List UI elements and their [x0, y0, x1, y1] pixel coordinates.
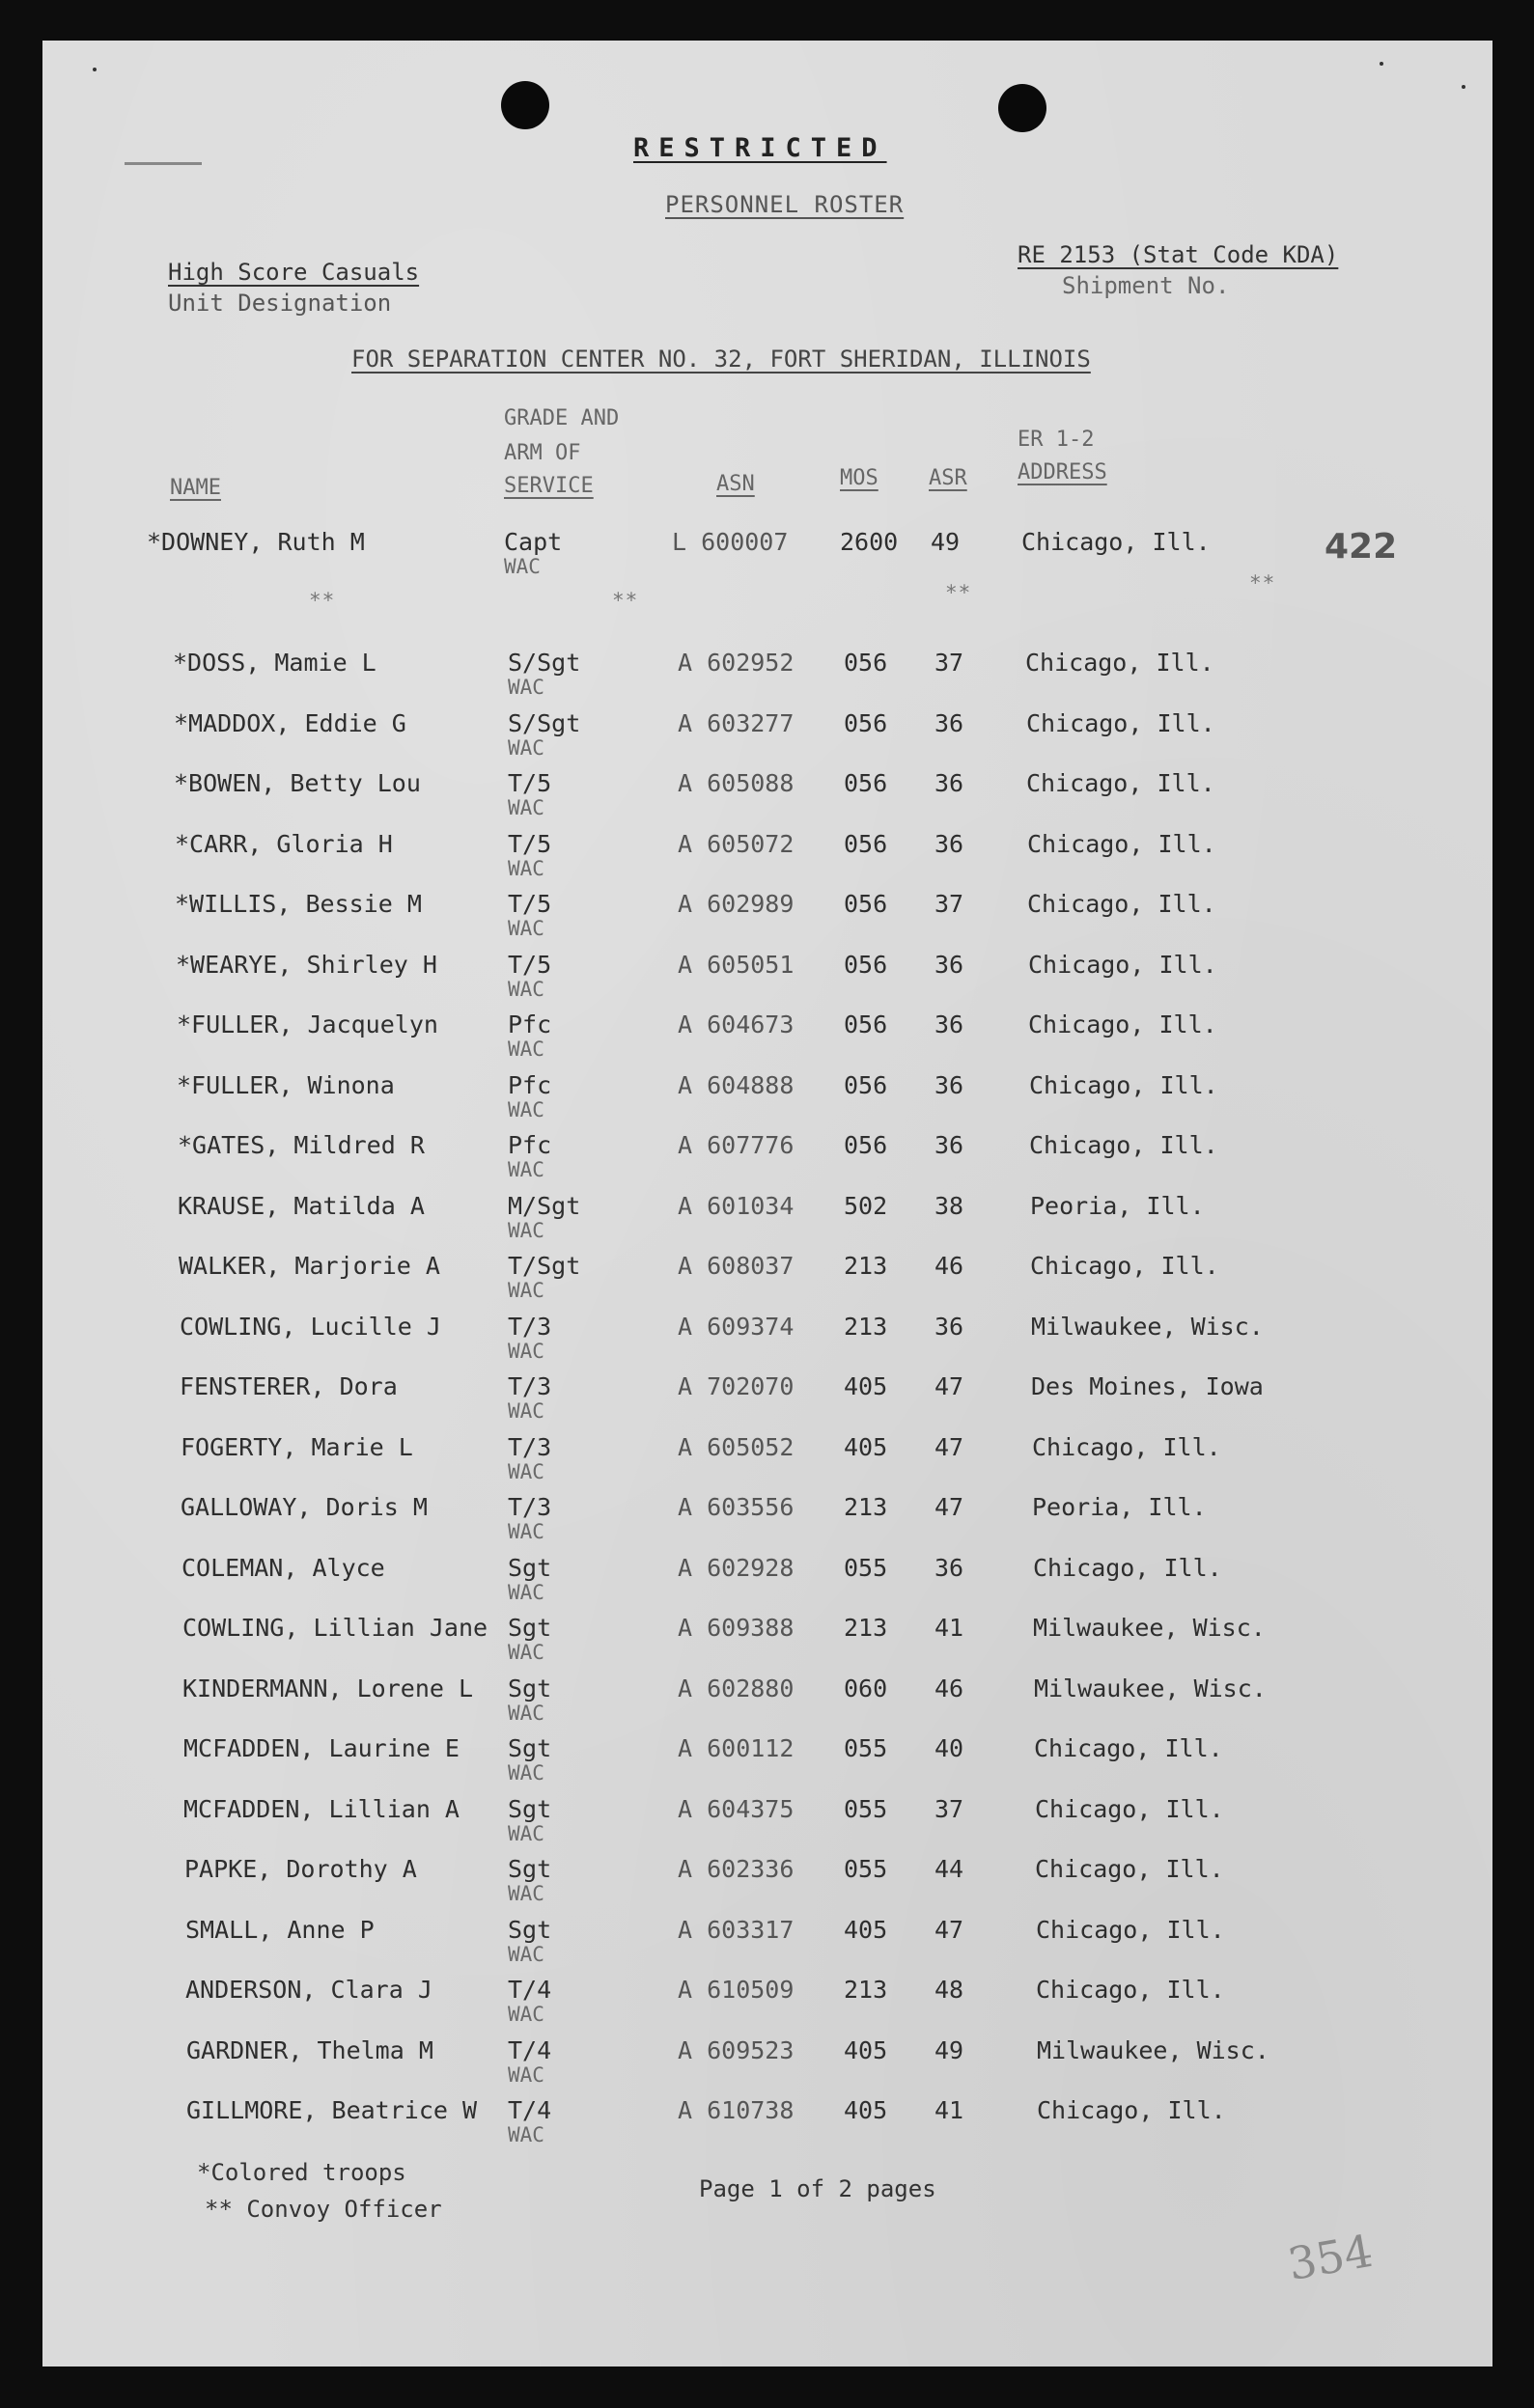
roster-asr: 36: [934, 1010, 964, 1038]
roster-mos: 213: [844, 1312, 888, 1341]
speck: [1462, 85, 1465, 89]
roster-address: Chicago, Ill.: [1026, 769, 1215, 797]
table-row: [42, 1976, 1492, 2026]
roster-asn: A 600112: [678, 1734, 795, 1762]
convoy-officer-mark: **: [309, 589, 336, 612]
roster-grade: Sgt: [508, 1674, 552, 1702]
roster-asn: A 602989: [678, 890, 795, 918]
roster-grade: T/5: [508, 769, 552, 797]
table-row: [42, 1131, 1492, 1181]
roster-asr: 36: [934, 1131, 964, 1159]
table-row: [42, 1855, 1492, 1905]
roster-arm: WAC: [508, 856, 544, 880]
roster-address: Peoria, Ill.: [1030, 1191, 1205, 1220]
roster-name: *FULLER, Winona: [177, 1070, 395, 1099]
roster-grade: T/4: [508, 2035, 552, 2064]
roster-address: Chicago, Ill.: [1026, 708, 1215, 737]
table-row: [42, 1614, 1492, 1664]
roster-address: Peoria, Ill.: [1032, 1493, 1207, 1521]
roster-asr: 38: [934, 1191, 964, 1220]
roster-grade: T/5: [508, 950, 552, 979]
officer-arm: WAC: [504, 555, 541, 578]
officer-asr: 49: [931, 528, 961, 556]
roster-mos: 056: [844, 1010, 888, 1038]
roster-asr: 36: [934, 829, 964, 858]
roster-asn: A 609523: [678, 2035, 795, 2064]
roster-name: *WEARYE, Shirley H: [176, 950, 437, 979]
convoy-officer-mark: **: [945, 581, 972, 604]
roster-asn: A 609374: [678, 1312, 795, 1341]
roster-asr: 36: [934, 1553, 964, 1582]
table-row: [42, 829, 1492, 880]
roster-grade: Sgt: [508, 1855, 552, 1883]
table-row: [42, 1553, 1492, 1604]
roster-mos: 502: [844, 1191, 888, 1220]
roster-asn: A 605052: [678, 1432, 795, 1461]
table-row: [42, 950, 1492, 1001]
table-row: [42, 1493, 1492, 1543]
roster-arm: WAC: [508, 2123, 544, 2146]
roster-arm: WAC: [508, 2062, 544, 2087]
roster-grade: T/4: [508, 1976, 552, 2004]
roster-arm: WAC: [508, 1821, 544, 1845]
handwritten-number: 354: [1283, 2224, 1377, 2291]
roster-name: COWLING, Lucille J: [180, 1312, 441, 1341]
page-stamp: 422: [1325, 527, 1398, 567]
table-row: [42, 2035, 1492, 2087]
roster-asn: A 609388: [678, 1614, 795, 1642]
officer-asn: L 600007: [672, 528, 789, 556]
roster-mos: 213: [844, 1614, 888, 1642]
roster-address: Chicago, Ill.: [1028, 1010, 1217, 1038]
table-row: [42, 1794, 1492, 1845]
roster-address: Milwaukee, Wisc.: [1034, 1674, 1267, 1702]
roster-mos: 405: [844, 1432, 888, 1461]
roster-address: Chicago, Ill.: [1036, 1976, 1225, 2004]
roster-arm: WAC: [508, 1942, 544, 1966]
roster-asr: 44: [934, 1855, 964, 1883]
roster-grade: S/Sgt: [508, 649, 581, 677]
roster-arm: WAC: [508, 977, 544, 1001]
roster-address: Chicago, Ill.: [1037, 2096, 1226, 2124]
roster-asr: 37: [934, 649, 964, 677]
roster-address: Milwaukee, Wisc.: [1031, 1312, 1264, 1341]
col-address-header-2: ADDRESS: [1018, 460, 1107, 484]
table-row: [42, 1674, 1492, 1725]
table-row: [42, 1070, 1492, 1121]
roster-arm: WAC: [508, 1279, 544, 1302]
smudge: [125, 162, 202, 165]
roster-asn: A 610509: [678, 1976, 795, 2004]
roster-asr: 36: [934, 708, 964, 737]
roster-address: Chicago, Ill.: [1029, 1070, 1218, 1099]
shipment-number-value: RE 2153 (Stat Code KDA): [1018, 241, 1339, 268]
roster-arm: WAC: [508, 1520, 544, 1543]
roster-mos: 055: [844, 1855, 888, 1883]
roster-address: Chicago, Ill.: [1033, 1553, 1222, 1582]
roster-asn: A 605088: [678, 769, 795, 797]
roster-asr: 47: [934, 1372, 964, 1400]
roster-arm: WAC: [508, 676, 544, 699]
roster-address: Chicago, Ill.: [1035, 1855, 1224, 1883]
roster-name: KRAUSE, Matilda A: [178, 1191, 425, 1220]
roster-arm: WAC: [508, 796, 544, 819]
roster-asn: A 604375: [678, 1794, 795, 1823]
roster-address: Chicago, Ill.: [1035, 1794, 1224, 1823]
roster-grade: T/3: [508, 1312, 552, 1341]
roster-name: COLEMAN, Alyce: [181, 1553, 385, 1582]
roster-grade: T/Sgt: [508, 1252, 581, 1280]
roster-name: MCFADDEN, Laurine E: [183, 1734, 460, 1762]
roster-asn: A 604673: [678, 1010, 795, 1038]
roster-asn: A 608037: [678, 1252, 795, 1280]
roster-arm: WAC: [508, 1097, 544, 1121]
roster-grade: Pfc: [508, 1070, 552, 1099]
roster-mos: 055: [844, 1553, 888, 1582]
roster-mos: 056: [844, 1070, 888, 1099]
col-asn-header: ASN: [716, 472, 755, 496]
roster-grade: Sgt: [508, 1794, 552, 1823]
roster-asn: A 602952: [678, 649, 795, 677]
table-row: [42, 1734, 1492, 1785]
officer-grade: Capt: [504, 528, 563, 556]
roster-address: Des Moines, Iowa: [1031, 1372, 1264, 1400]
destination-line: FOR SEPARATION CENTER NO. 32, FORT SHERIDAN, ILLINOIS: [351, 346, 1091, 373]
roster-name: GALLOWAY, Doris M: [181, 1493, 428, 1521]
roster-name: SMALL, Anne P: [185, 1915, 375, 1944]
roster-asr: 47: [934, 1432, 964, 1461]
roster-asr: 41: [934, 1614, 964, 1642]
roster-mos: 405: [844, 2035, 888, 2064]
roster-grade: S/Sgt: [508, 708, 581, 737]
roster-mos: 405: [844, 1915, 888, 1944]
roster-name: FOGERTY, Marie L: [181, 1432, 413, 1461]
roster-mos: 056: [844, 829, 888, 858]
roster-mos: 213: [844, 1976, 888, 2004]
roster-arm: WAC: [508, 1339, 544, 1363]
roster-name: FENSTERER, Dora: [180, 1372, 398, 1400]
roster-asr: 36: [934, 950, 964, 979]
roster-asr: 37: [934, 1794, 964, 1823]
roster-name: *FULLER, Jacquelyn: [177, 1010, 438, 1038]
roster-grade: T/3: [508, 1372, 552, 1400]
table-row: [42, 1432, 1492, 1483]
roster-mos: 056: [844, 769, 888, 797]
footnote-colored-troops: *Colored troops: [197, 2159, 406, 2186]
roster-arm: WAC: [508, 1882, 544, 1905]
roster-asr: 47: [934, 1493, 964, 1521]
table-row: [42, 1252, 1492, 1302]
roster-arm: WAC: [508, 1399, 544, 1423]
col-grade-header-2: ARM OF: [504, 441, 581, 465]
speck: [1380, 62, 1383, 66]
roster-mos: 060: [844, 1674, 888, 1702]
roster-arm: WAC: [508, 1158, 544, 1181]
roster-arm: WAC: [508, 1641, 544, 1664]
col-address-header-1: ER 1-2: [1018, 428, 1095, 452]
convoy-officer-mark: **: [1249, 571, 1276, 595]
table-row: [42, 769, 1492, 819]
roster-name: MCFADDEN, Lillian A: [183, 1794, 460, 1823]
roster-name: ANDERSON, Clara J: [185, 1976, 432, 2004]
roster-asn: A 603317: [678, 1915, 795, 1944]
roster-asn: A 605072: [678, 829, 795, 858]
speck: [93, 68, 97, 71]
roster-name: *WILLIS, Bessie M: [175, 890, 422, 918]
roster-asn: A 603277: [678, 708, 795, 737]
roster-asr: 37: [934, 890, 964, 918]
roster-mos: 056: [844, 649, 888, 677]
roster-mos: 056: [844, 890, 888, 918]
roster-asr: 48: [934, 1976, 964, 2004]
roster-address: Milwaukee, Wisc.: [1033, 1614, 1266, 1642]
col-grade-header-3: SERVICE: [504, 474, 594, 498]
col-asr-header: ASR: [929, 466, 967, 490]
roster-asn: A 607776: [678, 1131, 795, 1159]
roster-name: *CARR, Gloria H: [175, 829, 393, 858]
unit-designation-value: High Score Casuals: [168, 259, 420, 286]
roster-address: Chicago, Ill.: [1029, 1131, 1218, 1159]
classification-header: RESTRICTED: [633, 133, 887, 163]
roster-mos: 055: [844, 1794, 888, 1823]
roster-asn: A 601034: [678, 1191, 795, 1220]
roster-name: COWLING, Lillian Jane: [182, 1614, 488, 1642]
roster-asr: 46: [934, 1252, 964, 1280]
roster-grade: Sgt: [508, 1553, 552, 1582]
roster-address: Chicago, Ill.: [1032, 1432, 1221, 1461]
roster-arm: WAC: [508, 1580, 544, 1604]
roster-asr: 49: [934, 2035, 964, 2064]
roster-grade: Sgt: [508, 1734, 552, 1762]
roster-asr: 36: [934, 1070, 964, 1099]
pagination: Page 1 of 2 pages: [699, 2175, 936, 2202]
officer-address: Chicago, Ill.: [1021, 528, 1211, 556]
convoy-officer-mark: **: [612, 589, 639, 612]
roster-address: Chicago, Ill.: [1030, 1252, 1219, 1280]
roster-address: Chicago, Ill.: [1027, 890, 1216, 918]
roster-address: Chicago, Ill.: [1028, 950, 1217, 979]
roster-mos: 056: [844, 708, 888, 737]
roster-name: WALKER, Marjorie A: [179, 1252, 440, 1280]
roster-grade: T/5: [508, 829, 552, 858]
document-page: [42, 41, 1492, 2366]
roster-asn: A 603556: [678, 1493, 795, 1521]
roster-asn: A 610738: [678, 2096, 795, 2124]
table-row: [42, 890, 1492, 940]
roster-arm: WAC: [508, 735, 544, 760]
roster-asr: 41: [934, 2096, 964, 2124]
roster-name: *BOWEN, Betty Lou: [174, 769, 421, 797]
roster-address: Chicago, Ill.: [1036, 1915, 1225, 1944]
roster-asr: 46: [934, 1674, 964, 1702]
roster-arm: WAC: [508, 1761, 544, 1785]
punch-hole-right: [998, 84, 1046, 132]
footnote-convoy-officer: ** Convoy Officer: [205, 2196, 442, 2223]
roster-asn: A 602928: [678, 1553, 795, 1582]
roster-asn: A 602336: [678, 1855, 795, 1883]
roster-asn: A 605051: [678, 950, 795, 979]
roster-name: GARDNER, Thelma M: [186, 2035, 433, 2064]
roster-grade: T/4: [508, 2096, 552, 2124]
officer-mos: 2600: [840, 528, 899, 556]
table-row: [42, 1372, 1492, 1423]
roster-arm: WAC: [508, 1701, 544, 1725]
col-grade-header-1: GRADE AND: [504, 406, 620, 430]
roster-name: KINDERMANN, Lorene L: [182, 1674, 474, 1702]
roster-grade: T/3: [508, 1432, 552, 1461]
roster-name: *GATES, Mildred R: [178, 1131, 425, 1159]
unit-designation-label: Unit Designation: [168, 290, 392, 317]
roster-mos: 055: [844, 1734, 888, 1762]
roster-arm: WAC: [508, 2003, 544, 2026]
roster-grade: Sgt: [508, 1915, 552, 1944]
roster-asr: 40: [934, 1734, 964, 1762]
roster-mos: 213: [844, 1252, 888, 1280]
roster-address: Chicago, Ill.: [1025, 649, 1214, 677]
table-row: [42, 649, 1492, 699]
roster-asr: 47: [934, 1915, 964, 1944]
roster-mos: 405: [844, 1372, 888, 1400]
officer-name: *DOWNEY, Ruth M: [147, 528, 365, 556]
roster-arm: WAC: [508, 1038, 544, 1061]
col-name-header: NAME: [170, 476, 221, 500]
roster-mos: 056: [844, 950, 888, 979]
roster-asn: A 604888: [678, 1070, 795, 1099]
roster-address: Milwaukee, Wisc.: [1037, 2035, 1269, 2064]
table-row: [42, 708, 1492, 760]
roster-asr: 36: [934, 769, 964, 797]
table-row: [42, 2096, 1492, 2146]
roster-address: Chicago, Ill.: [1027, 829, 1216, 858]
roster-mos: 405: [844, 2096, 888, 2124]
roster-name: PAPKE, Dorothy A: [184, 1855, 417, 1883]
roster-name: GILLMORE, Beatrice W: [186, 2096, 478, 2124]
roster-arm: WAC: [508, 1218, 544, 1242]
roster-asn: A 702070: [678, 1372, 795, 1400]
roster-name: *DOSS, Mamie L: [173, 649, 377, 677]
roster-arm: WAC: [508, 917, 544, 940]
roster-arm: WAC: [508, 1459, 544, 1483]
roster-mos: 056: [844, 1131, 888, 1159]
roster-grade: T/3: [508, 1493, 552, 1521]
roster-mos: 213: [844, 1493, 888, 1521]
col-mos-header: MOS: [840, 466, 879, 490]
shipment-number-label: Shipment No.: [1062, 272, 1230, 299]
roster-grade: Pfc: [508, 1010, 552, 1038]
roster-grade: T/5: [508, 890, 552, 918]
roster-asn: A 602880: [678, 1674, 795, 1702]
table-row: [42, 1010, 1492, 1061]
roster-grade: Pfc: [508, 1131, 552, 1159]
roster-address: Chicago, Ill.: [1034, 1734, 1223, 1762]
table-row: [42, 1191, 1492, 1242]
table-row: [42, 1312, 1492, 1363]
table-row: [42, 1915, 1492, 1966]
roster-grade: M/Sgt: [508, 1191, 581, 1220]
roster-title: PERSONNEL ROSTER: [665, 191, 905, 218]
roster-grade: Sgt: [508, 1614, 552, 1642]
roster-name: *MADDOX, Eddie G: [174, 708, 406, 737]
officer-row: [42, 528, 1492, 578]
punch-hole-left: [501, 81, 549, 129]
roster-asr: 36: [934, 1312, 964, 1341]
